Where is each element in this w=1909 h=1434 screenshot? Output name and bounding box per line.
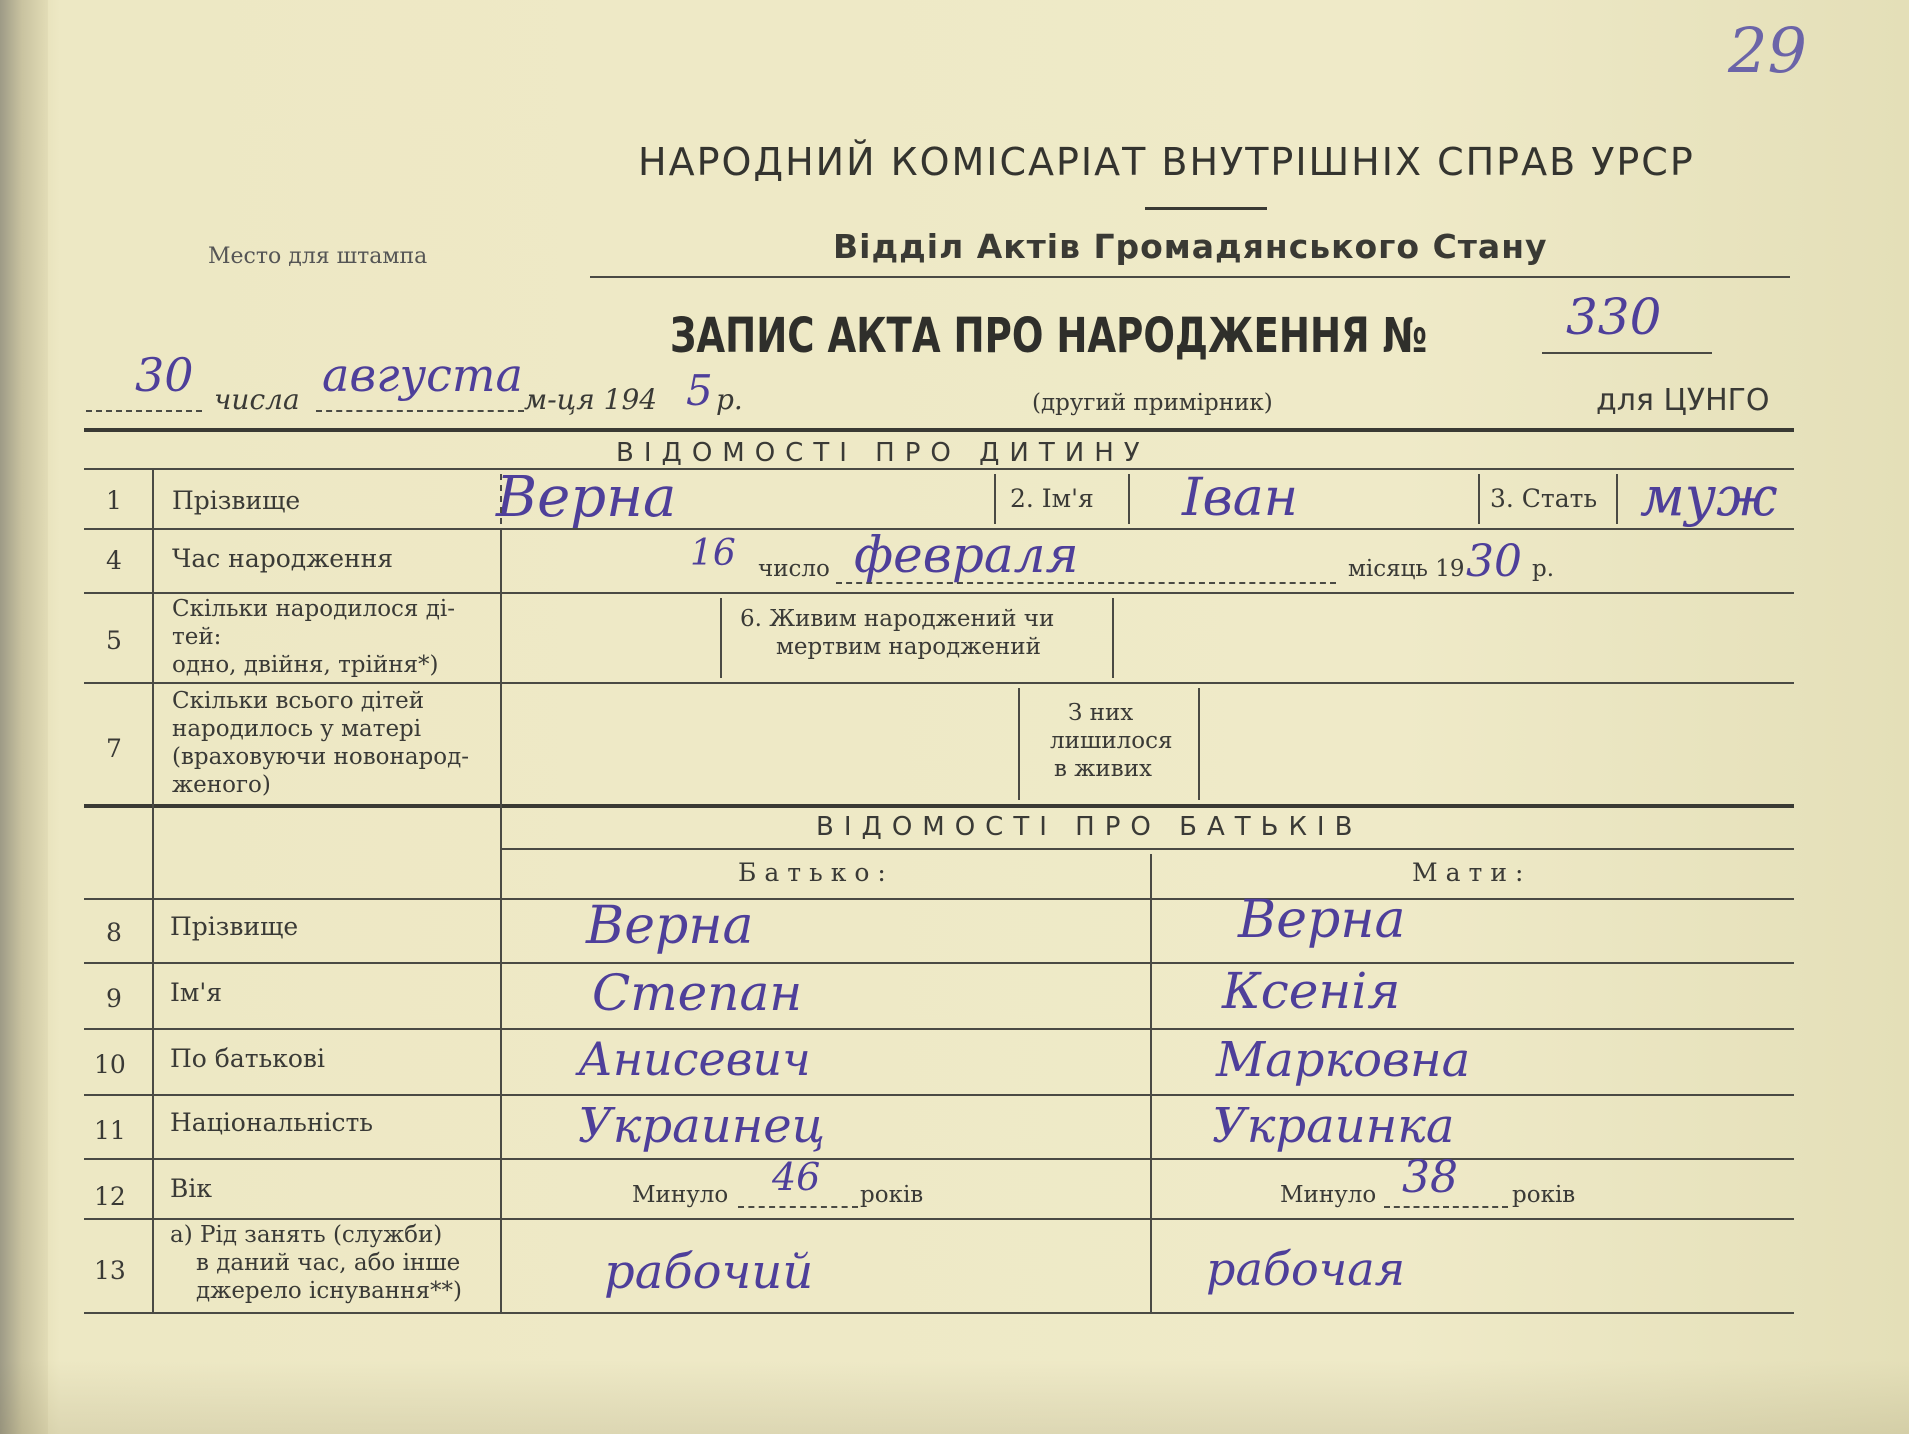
- child-sex-label: 3. Стать: [1490, 484, 1598, 513]
- birth-time-label: Час народження: [172, 544, 394, 573]
- name-label-right-rule: [1128, 474, 1130, 524]
- alive-label-right-rule: [1112, 598, 1114, 678]
- ministry-divider: [1145, 207, 1267, 210]
- department-underline: [590, 276, 1790, 278]
- copy-note: (другий примірник): [1032, 390, 1273, 416]
- occupation-label-1: а) Рід занять (служби): [170, 1222, 443, 1248]
- row-number: 10: [94, 1050, 126, 1079]
- parents-section-rule: [84, 804, 1794, 808]
- row-rule: [84, 592, 1794, 594]
- child-name-label: 2. Ім'я: [1010, 484, 1094, 513]
- child-heading-rule: [84, 468, 1794, 470]
- row-rule: [84, 1094, 1794, 1096]
- department-heading: Відділ Актів Громадянського Стану: [833, 227, 1548, 266]
- record-number-underline: [1542, 352, 1712, 354]
- occupation-label-3: джерело існування**): [196, 1278, 462, 1304]
- child-name-value: Іван: [1182, 468, 1299, 528]
- row-rule: [84, 1028, 1794, 1030]
- mother-age-suffix: років: [1512, 1182, 1576, 1208]
- date-day: 30: [135, 348, 194, 402]
- children-born-label-3: одно, двійня, трійня*): [172, 652, 439, 678]
- father-column-header: Батько:: [738, 858, 894, 887]
- mother-age: 38: [1402, 1152, 1458, 1203]
- sex-label-left-rule: [1478, 474, 1480, 524]
- father-mother-divider: [1150, 854, 1152, 1312]
- children-born-label-2: тей:: [172, 624, 222, 650]
- father-age: 46: [772, 1155, 821, 1199]
- birth-day-word: число: [758, 556, 830, 582]
- row-number: 13: [94, 1256, 126, 1285]
- total-children-label-2: народилось у матері: [172, 716, 422, 742]
- month-underline: [316, 410, 524, 412]
- record-number: 330: [1566, 288, 1662, 346]
- mother-name: Ксенія: [1222, 962, 1401, 1020]
- parent-name-label: Ім'я: [170, 978, 222, 1007]
- child-section-heading: ВІДОМОСТІ ПРО ДИТИНУ: [616, 438, 1150, 468]
- section-top-rule: [84, 428, 1794, 432]
- father-name: Степан: [592, 964, 803, 1022]
- age-label: Вік: [170, 1174, 212, 1203]
- occupation-label-2: в даний час, або інше: [196, 1250, 461, 1276]
- child-sex-value: муж: [1640, 465, 1778, 528]
- birth-day-value: 16: [690, 533, 736, 574]
- mother-column-header: Мати:: [1412, 858, 1532, 887]
- row-rule: [84, 962, 1794, 964]
- father-occupation: рабочий: [604, 1244, 814, 1300]
- survived-label-2: лишилося: [1050, 728, 1173, 754]
- total-children-label-3: (враховуючи новонарод-: [172, 744, 470, 770]
- survived-label-1: З них: [1068, 700, 1134, 726]
- patronymic-label: По батькові: [170, 1044, 325, 1073]
- row-number: 9: [106, 984, 122, 1013]
- day-underline: [86, 410, 202, 412]
- alive-born-label-1: 6. Живим народжений чи: [740, 606, 1055, 632]
- date-month: августа: [322, 348, 523, 402]
- recipient-label: для ЦУНГО: [1596, 383, 1770, 418]
- row-number: 8: [106, 918, 122, 947]
- child-surname-value: Верна: [496, 465, 677, 530]
- row-number: 4: [106, 546, 122, 575]
- stamp-place-label: Место для штампа: [208, 244, 428, 269]
- year-suffix: р.: [716, 383, 743, 416]
- father-age-prefix: Минуло: [632, 1182, 729, 1208]
- parent-surname-label: Прізвище: [170, 912, 299, 941]
- parents-heading-rule: [500, 848, 1794, 850]
- ministry-heading: НАРОДНИЙ КОМІСАРІАТ ВНУТРІШНІХ СПРАВ УРСР: [638, 140, 1695, 184]
- parents-section-heading: ВІДОМОСТІ ПРО БАТЬКІВ: [816, 812, 1363, 842]
- mother-surname: Верна: [1238, 890, 1406, 950]
- mother-nationality: Украинка: [1212, 1098, 1455, 1154]
- number-column-rule: [152, 468, 154, 1312]
- parents-subheader-rule: [84, 898, 1794, 900]
- father-patronymic: Анисевич: [578, 1032, 811, 1086]
- father-age-underline: [738, 1206, 858, 1208]
- survived-label-3: в живих: [1054, 756, 1152, 782]
- row-number: 5: [106, 626, 122, 655]
- survived-left-rule: [1018, 688, 1020, 800]
- table-bottom-rule: [84, 1312, 1794, 1314]
- paper-bottom-shade: [0, 1360, 1909, 1434]
- mother-patronymic: Марковна: [1216, 1032, 1471, 1088]
- archive-page-number: 29: [1728, 14, 1807, 87]
- birth-month-value: февраля: [854, 526, 1079, 584]
- row-number: 1: [106, 486, 122, 515]
- father-surname: Верна: [586, 896, 754, 956]
- mother-occupation: рабочая: [1206, 1242, 1406, 1296]
- row-rule: [84, 1158, 1794, 1160]
- name-label-left-rule: [994, 474, 996, 524]
- day-suffix: числа: [214, 383, 300, 416]
- survived-right-rule: [1198, 688, 1200, 800]
- sex-label-right-rule: [1616, 474, 1618, 524]
- father-nationality: Украинец: [578, 1098, 826, 1154]
- paper-left-edge: [0, 0, 48, 1434]
- mother-age-prefix: Минуло: [1280, 1182, 1377, 1208]
- row-number: 11: [94, 1116, 126, 1145]
- row-rule: [84, 682, 1794, 684]
- mother-age-underline: [1384, 1206, 1508, 1208]
- birth-year-suffix: р.: [1532, 556, 1555, 582]
- father-age-suffix: років: [860, 1182, 924, 1208]
- month-suffix: м-ця 194: [524, 383, 658, 416]
- record-title: ЗАПИС АКТА ПРО НАРОДЖЕННЯ №: [670, 308, 1428, 364]
- alive-born-label-2: мертвим народжений: [776, 634, 1041, 660]
- label-column-rule: [500, 528, 502, 1312]
- row-rule: [84, 1218, 1794, 1220]
- total-children-label-4: женого): [172, 772, 271, 798]
- total-children-label-1: Скільки всього дітей: [172, 688, 425, 714]
- children-born-label-1: Скільки народилося ді-: [172, 596, 456, 622]
- row-number: 12: [94, 1182, 126, 1211]
- alive-label-left-rule: [720, 598, 722, 678]
- date-year-digit: 5: [686, 366, 713, 415]
- row-number: 7: [106, 734, 122, 763]
- child-surname-label: Прізвище: [172, 486, 301, 515]
- surname-value-rule: [500, 474, 502, 524]
- birth-year-value: 30: [1466, 536, 1522, 587]
- nationality-label: Національність: [170, 1108, 373, 1137]
- birth-month-word: місяць 19: [1348, 556, 1465, 582]
